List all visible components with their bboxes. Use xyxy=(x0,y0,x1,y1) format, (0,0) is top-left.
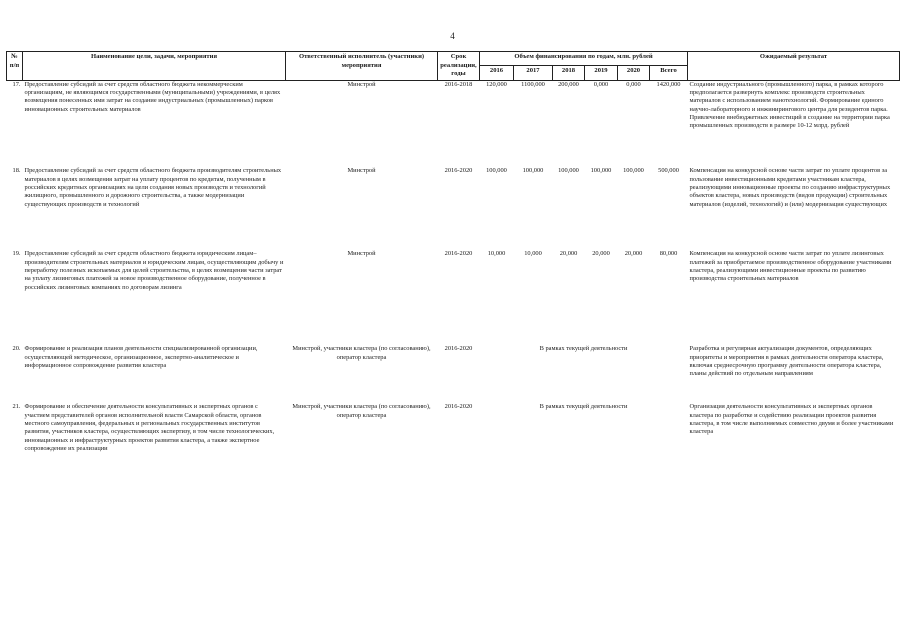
row-year-value: 200,000 xyxy=(558,80,579,88)
header-term: Срок реализации, годы xyxy=(438,52,480,81)
row-year-value: 10,000 xyxy=(524,250,542,258)
header-executor: Ответственный исполнитель (участники) мероприятия xyxy=(286,52,438,81)
row-year-value: 0,000 xyxy=(626,80,641,88)
row-term: 2016-2018 xyxy=(444,80,473,88)
row-number: 19. xyxy=(12,250,21,258)
header-year: 2018 xyxy=(553,66,585,80)
row-total-value: 1420,000 xyxy=(656,80,681,88)
row-term: 2016-2020 xyxy=(444,250,473,258)
row-total-value: 500,000 xyxy=(658,167,679,175)
row-result: Организация деятельности консультативных и экспертных органов кластера по разработке и содействию реализации проектов развития кластера, в том числе выполняемых совместно двумя и более участниками кластера xyxy=(689,403,894,436)
row-year-value: 100,000 xyxy=(623,167,644,175)
header-name: Наименование цели, задачи, мероприятия xyxy=(23,52,286,81)
row-number: 17. xyxy=(12,80,21,88)
header-result: Ожидаемый результат xyxy=(688,52,900,81)
row-year-value: 0,000 xyxy=(593,80,609,88)
table-row xyxy=(7,167,900,250)
row-executor: Минстрой xyxy=(347,250,376,258)
header-year: 2016 xyxy=(480,66,514,80)
row-year-value: 100,000 xyxy=(590,167,612,175)
row-term: 2016-2020 xyxy=(444,403,473,411)
row-year-value: 10,000 xyxy=(487,250,506,258)
row-name: Предоставление субсидий за счет средств областного бюджета производителям строительных материалов в целях возмещения затрат на уплату процентов по кредитам, полученным в российских кредитных организациях на цели создания новых производств и технологий жилищного, промышленного и дорожного строительства, а также модернизации существующих производств и технологий xyxy=(24,167,282,208)
row-funding-note: В рамках текущей деятельности xyxy=(539,345,628,353)
row-funding-note: В рамках текущей деятельности xyxy=(539,403,628,411)
table-row xyxy=(7,250,900,345)
row-number: 20. xyxy=(12,345,21,353)
row-term: 2016-2020 xyxy=(444,167,473,175)
header-num: № п/п xyxy=(7,52,23,81)
row-executor: Минстрой, участники кластера (по согласованию), оператор кластера xyxy=(292,403,431,419)
row-name: Формирование и реализация планов деятельности специализированной организации, осуществляющей методическое, организационное, экспертно-аналитическое и информационное сопровождение развития кластера xyxy=(24,345,258,369)
row-name: Формирование и обеспечение деятельности консультативных и экспертных органов с участием представителей органов исполнительной власти Самарской области, органов местного самоуправления, федеральных и региональных государственных институтов развития, участников кластера, осуществляющих экспертизу, в том числе технологических, инновационных и инфраструктурных проектов развития кластера, а также экспертное сопровождение их реализации xyxy=(24,403,275,452)
row-name: Предоставление субсидий за счет средств областного бюджета юридическим лицам–производителям строительных материалов и юридическим лицам, осуществляющим добычу и переработку полезных ископаемых для целей строительства, в целях возмещения части затрат на уплату лизинговых платежей за новое производственное оборудование, полученное в российских лизинговых компаниях по договорам лизинга xyxy=(24,250,284,291)
row-result: Компенсация на конкурсной основе части затрат по уплате лизинговых платежей за приобретаемое производственное оборудование участниками кластера, реализующими инвестиционные проекты по развитию производства строительных материалов xyxy=(689,250,892,283)
table-row xyxy=(7,345,900,403)
row-executor: Минстрой xyxy=(347,80,376,88)
row-year-value: 100,000 xyxy=(486,167,507,175)
row-result: Разработка и регулярная актуализация документов, определяющих приоритеты и мероприятия в рамках деятельности оператора кластера, включая среднесрочную программу деятельности оператора кластера, планы действий по отдельным направлениям xyxy=(689,345,884,378)
header-year: 2019 xyxy=(585,66,618,80)
row-name: Предоставление субсидий за счет средств областного бюджета некоммерческим организациям, не являющимся государственными (муниципальными) учреждениями, в целях возмещения понесенных ими затрат на создание индустриальных (промышленных) парков инновационных строительных материалов xyxy=(24,80,281,113)
row-result: Компенсация на конкурсной основе части затрат по уплате процентов за пользование инвестиционными кредитами участникам кластера, реализующими инновационные проекты по созданию инфраструктурных объектов кластера, новых производств (видов продукции) строительных материалов (изделий, технологий) и (или) модернизация существующих xyxy=(689,167,891,208)
program-table xyxy=(6,51,900,483)
row-year-value: 20,000 xyxy=(624,250,643,258)
row-total-value: 80,000 xyxy=(659,250,678,258)
header-funding: Объем финансирования по годам, млн. рублей xyxy=(480,52,688,66)
row-result: Создание индустриального (промышленного) парка, в рамках которого предполагается развернуть комплекс производств строительных материалов с использованием нанотехнологий. Формирование единого научно-лабораторного и инжинирингового центра для резидентов парка. Привлечение внебюджетных инвестиций в создание на территории парка промышленных производств в размере 10-12 млрд. рублей xyxy=(689,80,890,130)
row-year-value: 20,000 xyxy=(592,250,610,258)
header-total: Всего xyxy=(650,66,688,80)
row-executor: Минстрой xyxy=(347,167,376,175)
table-row xyxy=(7,80,900,167)
page-number: 4 xyxy=(450,31,455,41)
row-term: 2016-2020 xyxy=(444,345,473,353)
row-year-value: 100,000 xyxy=(522,167,544,175)
row-executor: Минстрой, участники кластера (по согласованию), оператор кластера xyxy=(292,345,431,361)
header-year: 2020 xyxy=(618,66,650,80)
row-year-value: 1100,000 xyxy=(521,80,545,88)
table-body xyxy=(7,80,900,483)
row-year-value: 120,000 xyxy=(486,80,507,88)
row-year-value: 20,000 xyxy=(559,250,578,258)
row-number: 18. xyxy=(12,167,21,175)
row-year-value: 100,000 xyxy=(558,167,579,175)
row-number: 21. xyxy=(12,403,21,411)
header-row-1 xyxy=(7,52,900,66)
table-row xyxy=(7,403,900,483)
header-year: 2017 xyxy=(514,66,553,80)
